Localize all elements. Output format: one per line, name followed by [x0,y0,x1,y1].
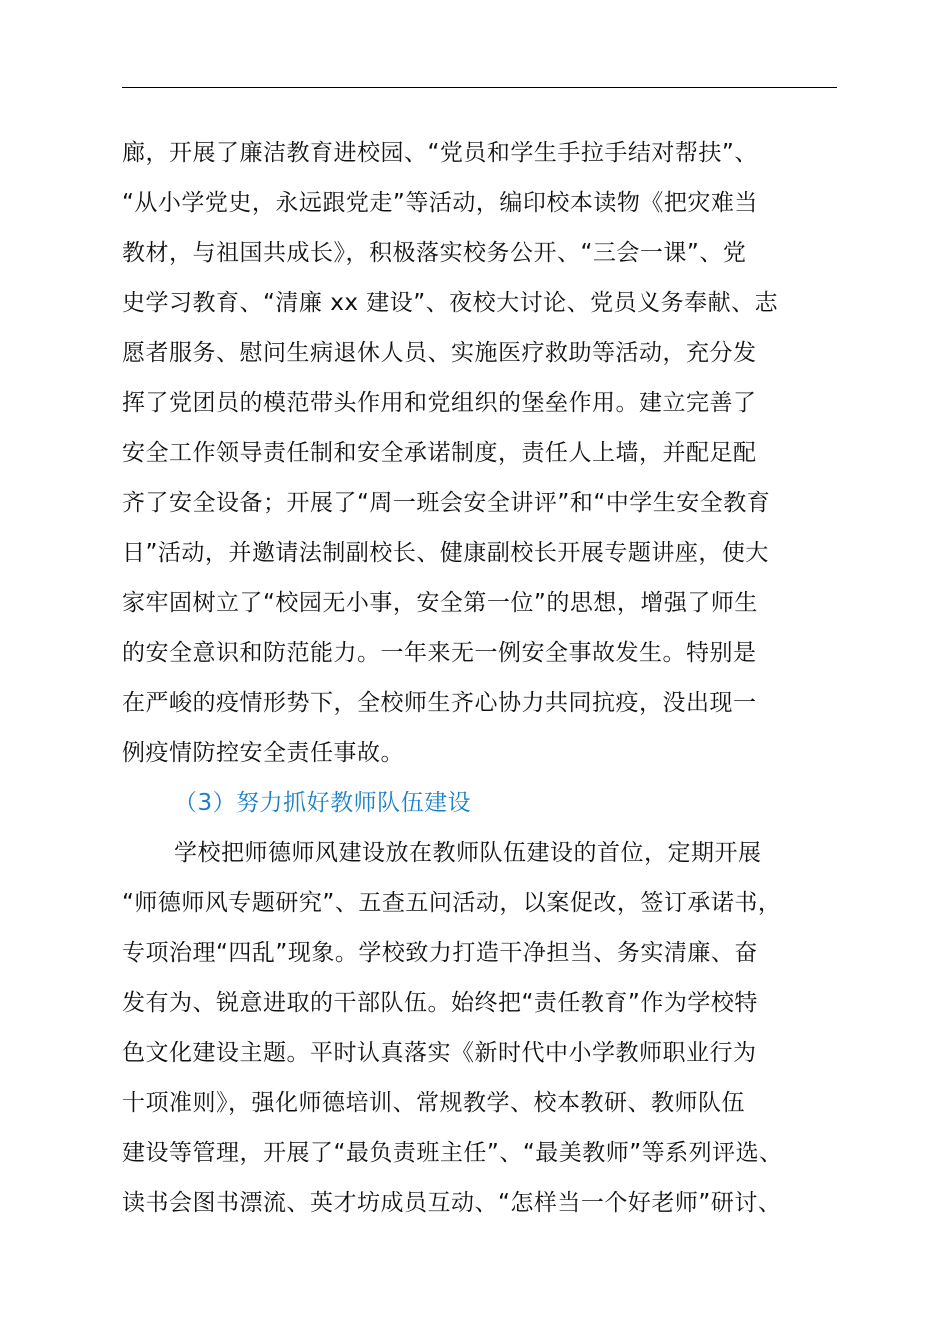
text-line: 愿者服务、慰问生病退休人员、实施医疗救助等活动，充分发 [122,340,757,366]
text-line: 发有为、锐意进取的干部队伍。始终把“责任教育”作为学校特 [122,990,758,1016]
text-line: 建设等管理，开展了“最负责班主任”、“最美教师”等系列评选、 [122,1140,783,1166]
text-line: 安全工作领导责任制和安全承诺制度，责任人上墙，并配足配 [122,440,757,466]
text-line: 教材，与祖国共成长》，积极落实校务公开、“三会一课”、党 [122,240,747,266]
text-line: 十项准则》，强化师德培训、常规教学、校本教研、教师队伍 [122,1090,745,1116]
document-body [122,128,862,1228]
text-line: 例疫情防控安全责任事故。 [122,740,404,766]
text-line: 专项治理“四乱”现象。学校致力打造干净担当、务实清廉、奋 [122,940,758,966]
header-rule [122,87,837,88]
text-line: 在严峻的疫情形势下，全校师生齐心协力共同抗疫，没出现一 [122,690,757,716]
text-line: 史学习教育、“清廉 xx 建设”、夜校大讨论、党员义务奉献、志 [122,290,779,316]
paragraph-first-line: 学校把师德师风建设放在教师队伍建设的首位，定期开展 [174,840,762,866]
section-heading: （3）努力抓好教师队伍建设 [174,790,472,816]
text-line: 廊，开展了廉洁教育进校园、“党员和学生手拉手结对帮扶”、 [122,140,758,166]
text-line: 的安全意识和防范能力。一年来无一例安全事故发生。特别是 [122,640,757,666]
text-line: 日”活动，并邀请法制副校长、健康副校长开展专题讲座，使大 [122,540,769,566]
text-line: 色文化建设主题。平时认真落实《新时代中小学教师职业行为 [122,1040,757,1066]
text-line: 读书会图书漂流、英才坊成员互动、“怎样当一个好老师”研讨、 [122,1190,782,1216]
text-line: 挥了党团员的模范带头作用和党组织的堡垒作用。建立完善了 [122,390,757,416]
text-line: “从小学党史，永远跟党走”等活动，编印校本读物《把灾难当 [122,190,758,216]
text-line: “师德师风专题研究”、五查五问活动，以案促改，签订承诺书， [122,890,782,916]
text-line: 家牢固树立了“校园无小事，安全第一位”的思想，增强了师生 [122,590,758,616]
text-line: 齐了安全设备；开展了“周一班会安全讲评”和“中学生安全教育 [122,490,771,516]
